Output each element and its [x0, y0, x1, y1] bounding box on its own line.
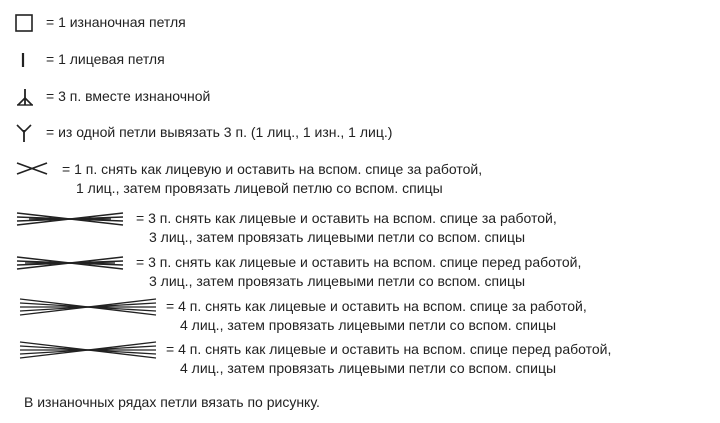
- cable-3-3-front-icon: [15, 254, 125, 272]
- vertical-bar-icon: [18, 51, 28, 69]
- legend-text: = 3 п. вместе изнаночной: [46, 88, 211, 104]
- legend-item-three-from-one: [0, 120, 720, 144]
- square-outline-icon: [15, 14, 33, 32]
- footer-note: В изнаночных рядах петли вязать по рисунку.: [24, 394, 320, 410]
- legend-text-continued: 3 лиц., затем провязать лицевыми петли со вспом. спицы: [149, 229, 526, 245]
- legend-item-cable-4-4-back: [0, 294, 720, 336]
- legend-text-continued: 1 лиц., затем провязать лицевой петлю со вспом. спицы: [76, 180, 443, 196]
- legend-text: = 1 п. снять как лицевую и оставить на вспом. спице за работой,: [62, 161, 483, 177]
- cable-4-4-back-icon: [18, 297, 158, 317]
- legend-text: = 1 лицевая петля: [46, 51, 165, 67]
- legend-item-cross-1-1: [0, 157, 720, 199]
- three-together-purl-icon: [14, 86, 36, 108]
- legend-text-continued: 3 лиц., затем провязать лицевыми петли со вспом. спицы: [149, 273, 526, 289]
- legend-text: = 4 п. снять как лицевые и оставить на вспом. спице за работой,: [166, 298, 587, 314]
- legend-text: = 1 изнаночная петля: [46, 14, 186, 30]
- legend-text: = 3 п. снять как лицевые и оставить на вспом. спице перед работой,: [136, 254, 582, 270]
- legend-item-cable-4-4-front: [0, 337, 720, 379]
- legend-item-cable-3-3-back: [0, 206, 720, 248]
- cable-3-3-back-icon: [15, 210, 125, 228]
- legend-text: = из одной петли вывязать 3 п. (1 лиц., 1 изн., 1 лиц.): [46, 124, 393, 140]
- legend-text-continued: 4 лиц., затем провязать лицевыми петли со вспом. спицы: [180, 317, 557, 333]
- three-from-one-icon: [13, 122, 35, 144]
- cable-4-4-front-icon: [18, 340, 158, 360]
- legend-item-knit: [0, 47, 720, 71]
- legend-item-purl: [0, 10, 720, 34]
- cross-1-1-icon: [15, 161, 49, 177]
- legend-text: = 3 п. снять как лицевые и оставить на вспом. спице за работой,: [136, 210, 557, 226]
- legend-item-three-together: [0, 84, 720, 108]
- legend-item-cable-3-3-front: [0, 250, 720, 292]
- legend-text-continued: 4 лиц., затем провязать лицевыми петли со вспом. спицы: [180, 360, 557, 376]
- legend-text: = 4 п. снять как лицевые и оставить на вспом. спице перед работой,: [166, 341, 612, 357]
